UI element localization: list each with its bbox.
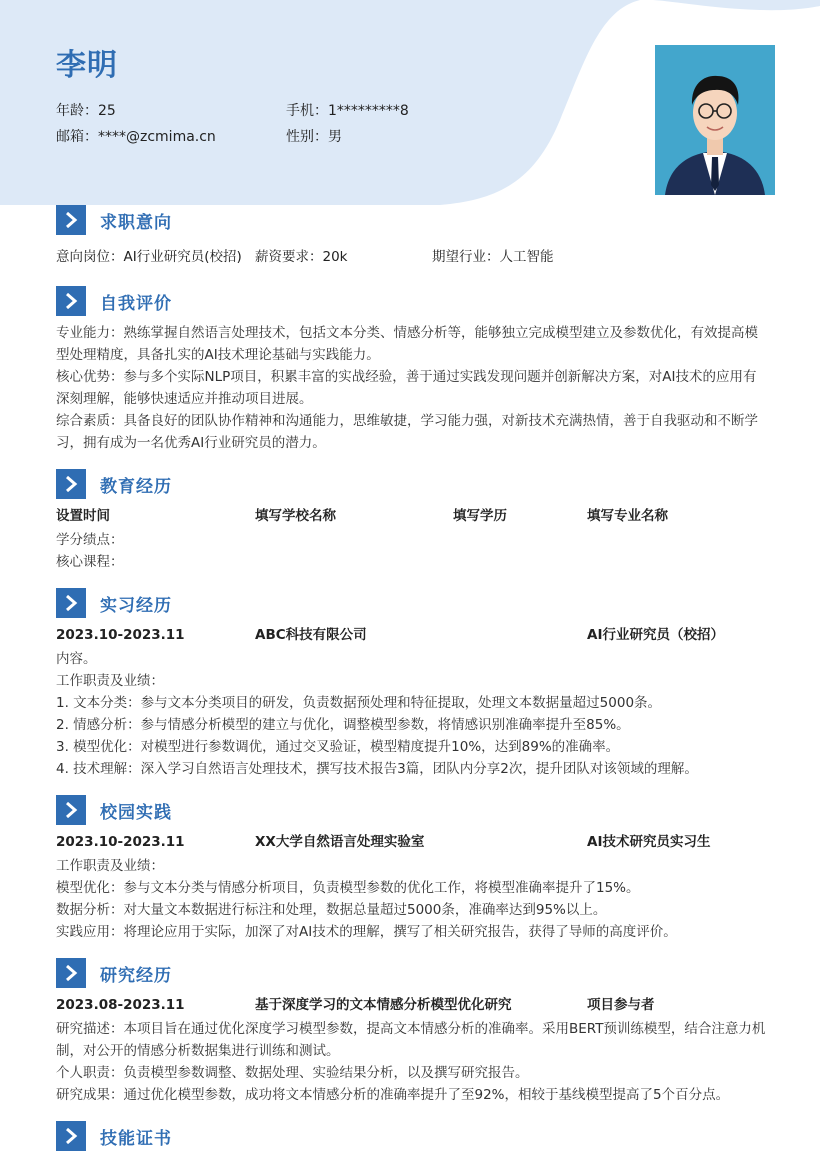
intent-salary: 薪资要求：20k (255, 249, 348, 265)
internship-line: 1. 文本分类：参与文本分类项目的研发，负责数据预处理和特征提取，处理文本数据量超过5000条。 (56, 695, 662, 711)
internship-time: 2023.10-2023.11 (56, 627, 185, 643)
internship-line: 2. 情感分析：参与情感分析模型的建立与优化，调整模型参数，将情感识别准确率提升至85%。 (56, 717, 630, 733)
candidate-name: 李明 (56, 48, 118, 83)
section-title: 研究经历 (100, 965, 172, 986)
campus-row (56, 831, 768, 853)
section-skills-header (56, 1121, 172, 1151)
section-intent-header (56, 205, 172, 235)
education-degree: 填写学历 (453, 508, 507, 524)
chevron-right-icon (56, 795, 86, 825)
self-eval-line: 专业能力：熟练掌握自然语言处理技术，包括文本分类、情感分析等，能够独立完成模型建立及参数优化，有效提高模型处理精度，具备扎实的AI技术理论基础与实践能力。 (56, 325, 758, 363)
intent-industry: 期望行业：人工智能 (432, 249, 554, 265)
campus-line: 数据分析：对大量文本数据进行标注和处理，数据总量超过5000条，准确率达到95%以上。 (56, 902, 607, 918)
research-role: 项目参与者 (587, 997, 655, 1013)
education-details (56, 529, 768, 573)
research-row (56, 994, 768, 1016)
internship-row (56, 624, 768, 646)
section-title: 自我评价 (100, 293, 172, 314)
profile-header (0, 0, 820, 205)
research-line: 研究描述：本项目旨在通过优化深度学习模型参数，提高文本情感分析的准确率。采用BERT预训练模型，结合注意力机制，对公开的情感分析数据集进行训练和测试。 (56, 1021, 766, 1059)
campus-details (56, 855, 768, 943)
phone: 手机：1*********8 (286, 103, 409, 119)
campus-line: 实践应用：将理论应用于实际，加深了对AI技术的理解，撰写了相关研究报告，获得了导师的高度评价。 (56, 924, 677, 940)
section-title: 求职意向 (100, 212, 172, 233)
internship-line: 内容。 (56, 651, 97, 667)
education-time: 设置时间 (56, 508, 110, 524)
chevron-right-icon (56, 958, 86, 988)
chevron-right-icon (56, 1121, 86, 1151)
campus-time: 2023.10-2023.11 (56, 834, 185, 850)
research-project: 基于深度学习的文本情感分析模型优化研究 (255, 997, 512, 1013)
education-courses: 核心课程： (56, 554, 124, 570)
section-internship-header (56, 588, 172, 618)
section-research-header (56, 958, 172, 988)
self-eval-text (56, 322, 768, 454)
chevron-right-icon (56, 588, 86, 618)
chevron-right-icon (56, 469, 86, 499)
internship-role: AI行业研究员（校招） (587, 627, 724, 643)
email: 邮箱：****@zcmima.cn (56, 129, 216, 145)
education-row (56, 505, 768, 527)
internship-line: 3. 模型优化：对模型进行参数调优，通过交叉验证，模型精度提升10%，达到89%的准确率。 (56, 739, 620, 755)
campus-org: XX大学自然语言处理实验室 (255, 834, 425, 850)
chevron-right-icon (56, 205, 86, 235)
profile-photo (655, 45, 775, 195)
section-title: 技能证书 (100, 1128, 172, 1149)
gender: 性别：男 (286, 129, 342, 145)
intent-row (56, 246, 768, 268)
section-title: 实习经历 (100, 595, 172, 616)
section-title: 教育经历 (100, 476, 172, 497)
education-school: 填写学校名称 (255, 508, 336, 524)
research-line: 研究成果：通过优化模型参数，成功将文本情感分析的准确率提升了至92%，相较于基线模型提高了5个百分点。 (56, 1087, 730, 1103)
education-gpa: 学分绩点： (56, 532, 124, 548)
internship-line: 工作职责及业绩： (56, 673, 164, 689)
internship-line: 4. 技术理解：深入学习自然语言处理技术，撰写技术报告3篇，团队内分享2次，提升团队对该领域的理解。 (56, 761, 698, 777)
intent-position: 意向岗位：AI行业研究员(校招) (56, 249, 242, 265)
research-time: 2023.08-2023.11 (56, 997, 185, 1013)
research-details (56, 1018, 768, 1106)
section-self-eval-header (56, 286, 172, 316)
section-education-header (56, 469, 172, 499)
section-title: 校园实践 (100, 802, 172, 823)
self-eval-line: 综合素质：具备良好的团队协作精神和沟通能力，思维敏捷，学习能力强，对新技术充满热情，善于自我驱动和不断学习，拥有成为一名优秀AI行业研究员的潜力。 (56, 413, 758, 451)
campus-role: AI技术研究员实习生 (587, 834, 711, 850)
research-line: 个人职责：负责模型参数调整、数据处理、实验结果分析，以及撰写研究报告。 (56, 1065, 529, 1081)
self-eval-line: 核心优势：参与多个实际NLP项目，积累丰富的实战经验，善于通过实践发现问题并创新解决方案，对AI技术的应用有深刻理解，能够快速适应并推动项目进展。 (56, 369, 757, 407)
section-campus-header (56, 795, 172, 825)
chevron-right-icon (56, 286, 86, 316)
age: 年龄：25 (56, 103, 116, 119)
campus-line: 工作职责及业绩： (56, 858, 164, 874)
education-major: 填写专业名称 (587, 508, 668, 524)
internship-details (56, 648, 768, 780)
internship-company: ABC科技有限公司 (255, 627, 367, 643)
campus-line: 模型优化：参与文本分类与情感分析项目，负责模型参数的优化工作，将模型准确率提升了15%。 (56, 880, 640, 896)
